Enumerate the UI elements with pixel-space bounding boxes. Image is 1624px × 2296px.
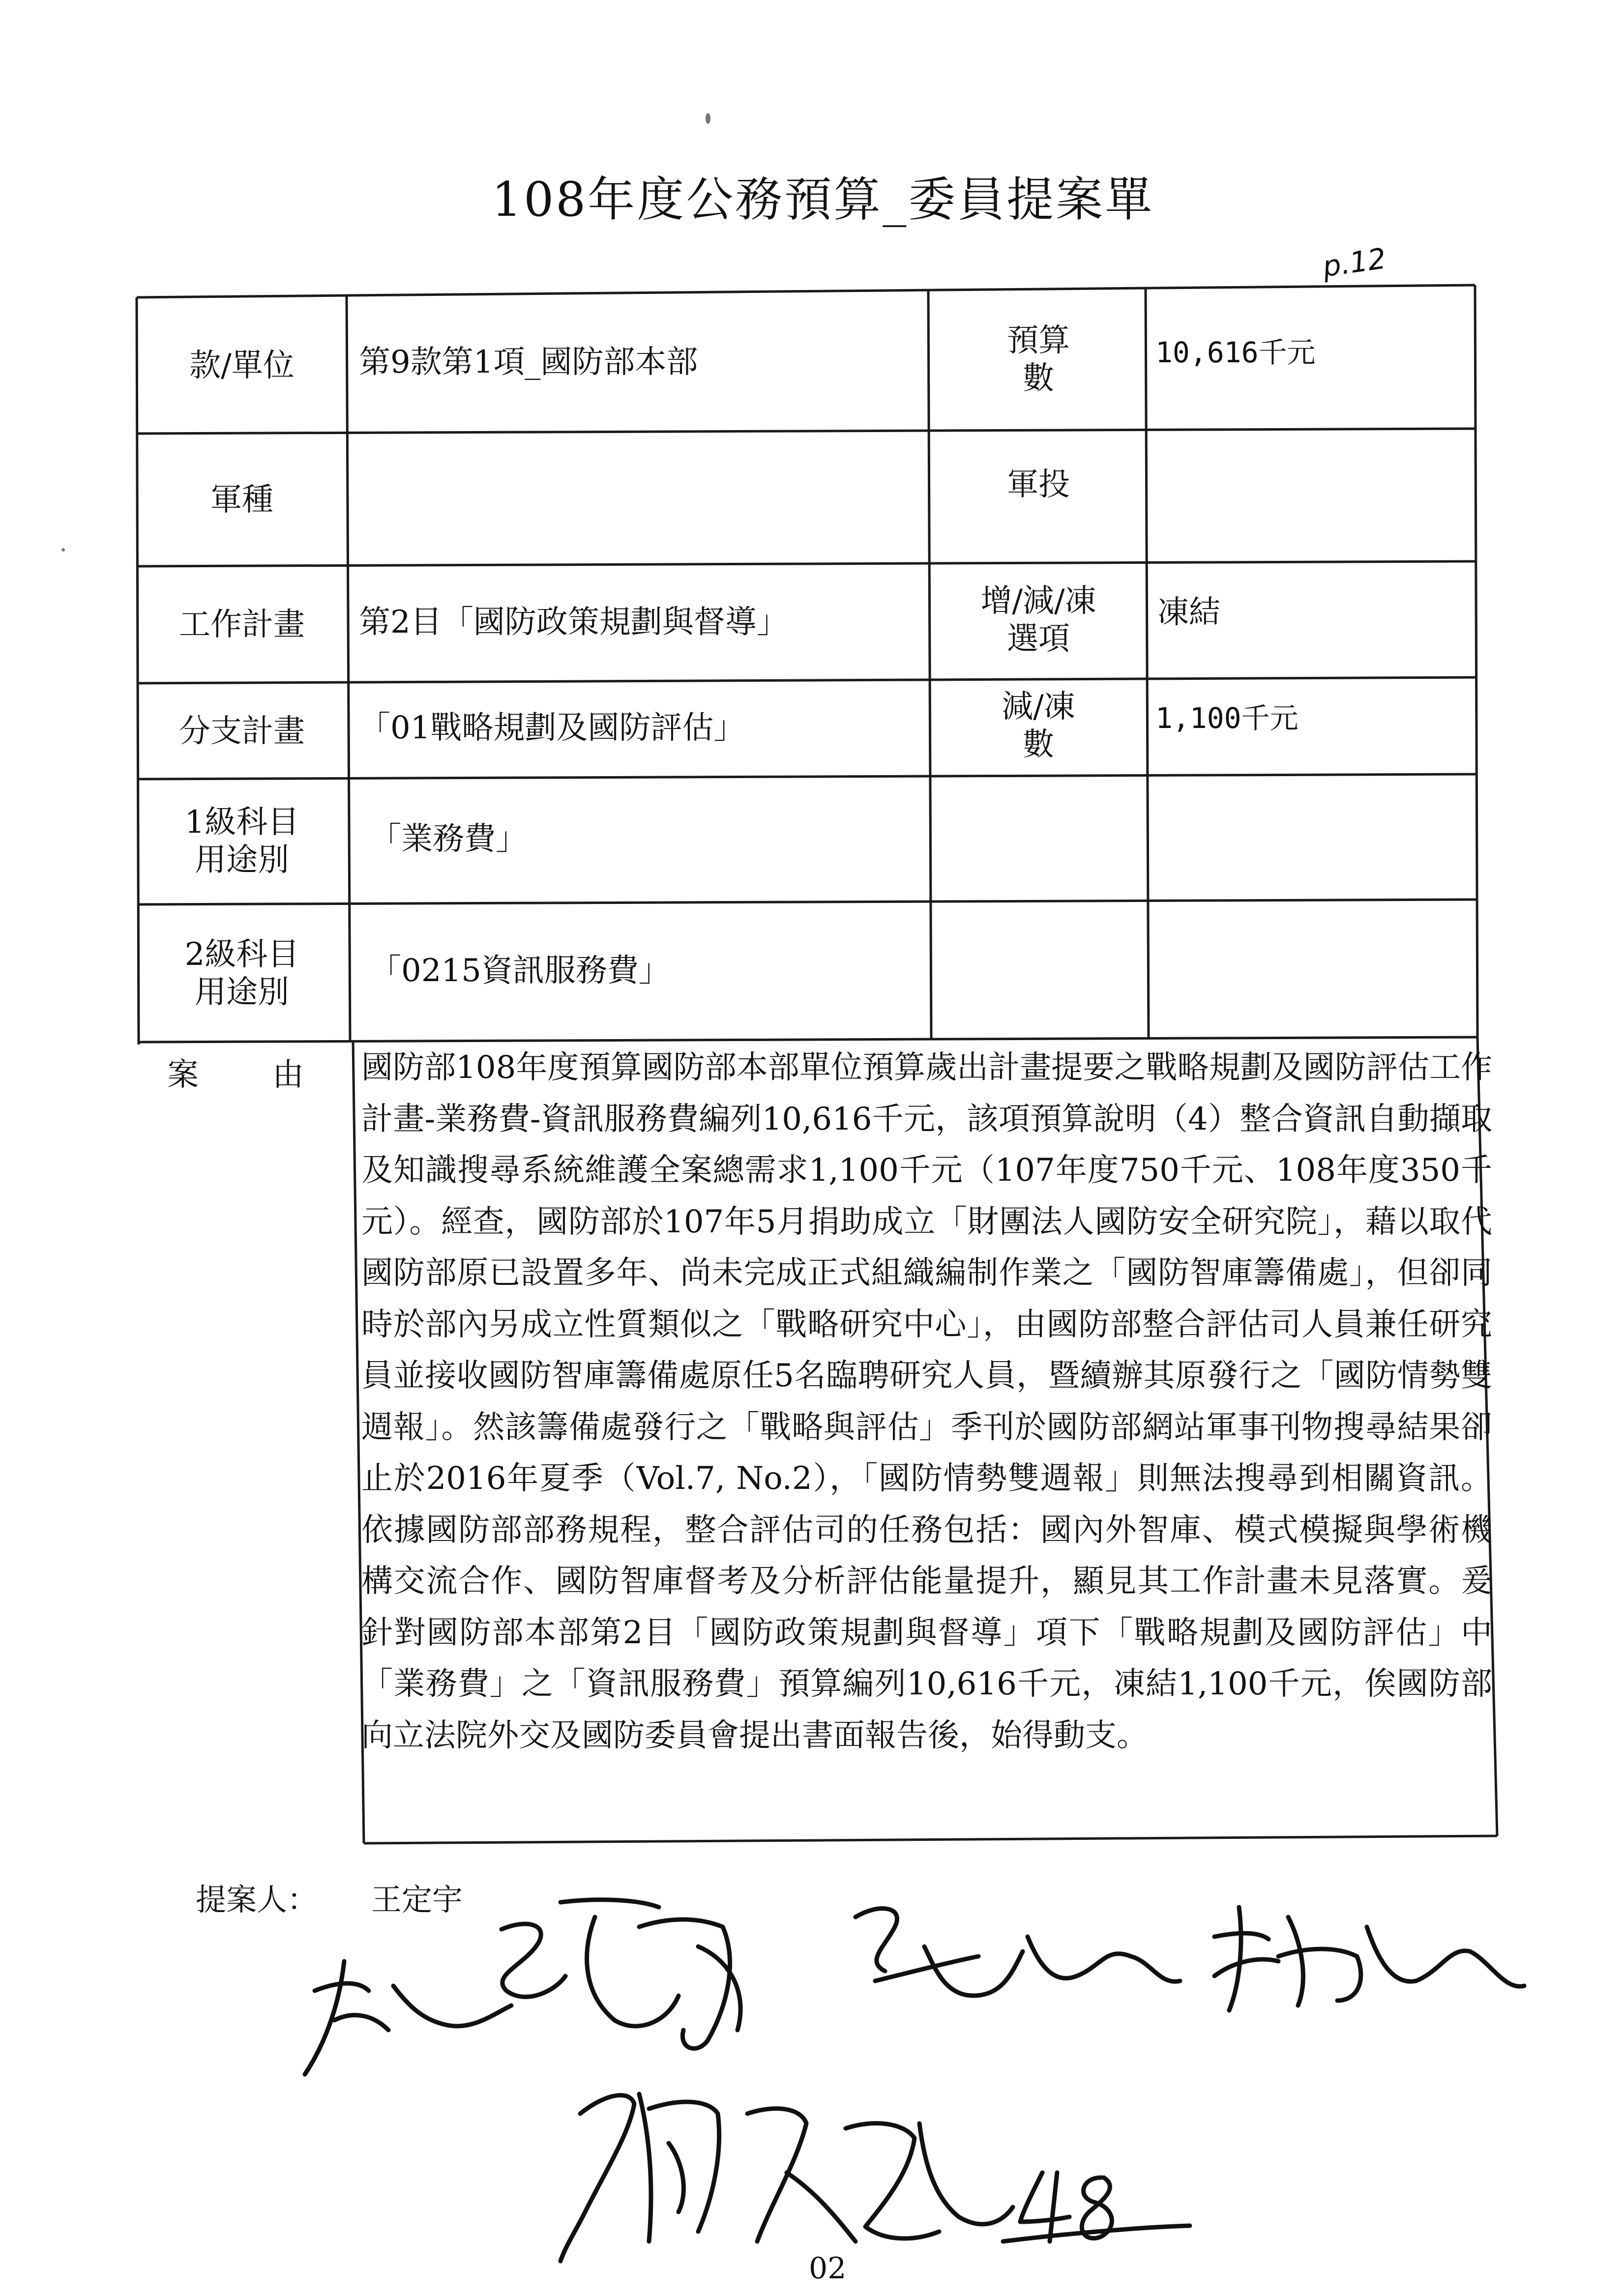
budget-label <box>931 291 1146 429</box>
level1-label <box>139 781 345 902</box>
reduce-label <box>931 679 1146 773</box>
reduce-value: 1,100千元 <box>1155 701 1299 735</box>
level2-label-line1: 2級科目 <box>184 936 299 973</box>
level1-label-line2: 用途別 <box>195 842 289 878</box>
reduce-label-line2: 數 <box>1023 727 1054 763</box>
scan-speck <box>61 548 65 552</box>
option-value: 凍結 <box>1157 594 1220 631</box>
level2-label-line2: 用途別 <box>195 974 289 1011</box>
level2-label <box>139 906 345 1041</box>
level2-value: 「0215資訊服務費」 <box>370 953 670 989</box>
unit-label: 款/單位 <box>189 347 295 384</box>
service-label: 軍種 <box>210 481 273 518</box>
handwritten-signatures <box>0 1848 1624 2291</box>
level1-label-line1: 1級科目 <box>184 804 299 841</box>
option-label-line2: 選項 <box>1007 621 1070 657</box>
budget-value: 10,616千元 <box>1155 335 1316 369</box>
service-value <box>350 433 925 561</box>
proposer-name: 王定宇 <box>371 1882 463 1918</box>
option-label <box>931 563 1146 677</box>
budget-label-line2: 數 <box>1023 360 1054 397</box>
branch-plan-value: 「01戰略規劃及國防評估」 <box>359 709 745 746</box>
budget-label-line1: 預算 <box>1007 322 1070 359</box>
military-invest-value <box>1149 431 1473 559</box>
work-plan-value: 第2目「國防政策規劃與督導」 <box>359 604 788 640</box>
reason-text: 國防部108年度預算國防部本部單位預算歲出計畫提要之戰略規劃及國防評估工作計畫-業務費-資訊服務費編列10,616千元，該項預算說明（4）整合資訊自動擷取及知識搜尋系統維護全案總需求1,100千元（107年度750千元、108年度350千元）。經查，國防部於107年5月捐助成立「財團法人國防安全研究院」，藉以取代國防部原已設置多年、尚未完成正式組織編制作業之「國防智庫籌備處」，但卻同時於部內另成立性質類似之「戰略研究中心」，由國防部整合評估司人員兼任研究員並接收國防智庫籌備處原任5名臨聘研究人員，暨續辦其原發行之「國防情勢雙週報」。然該籌備處發行之「戰略與評估」季刊於國防部網站軍事刊物搜尋結果卻止於2016年夏季（Vol.7, No.2），「國防情勢雙週報」則無法搜尋到相關資訊。依據國防部部務規程，整合評估司的任務包括：國內外智庫、模式模擬與學術機構交流合作、國防智庫督考及分析評估能量提升，顯見其工作計畫未見落實。爰針對國防部本部第2目「國防政策規劃與督導」項下「戰略規劃及國防評估」中「業務費」之「資訊服務費」預算編列10,616千元，凍結1,100千元，俟國防部向立法院外交及國防委員會提出書面報告後，始得動支。 <box>361 1049 1492 1754</box>
branch-plan-label: 分支計畫 <box>179 713 305 750</box>
reduce-label-line1: 減/凍 <box>1002 689 1075 726</box>
level1-value: 「業務費」 <box>370 820 527 857</box>
scan-speck <box>706 113 710 124</box>
page-reference: p.12 <box>1320 241 1388 284</box>
reason-label: 案由 <box>167 1057 378 1093</box>
unit-value: 第9款第1項_國防部本部 <box>359 344 698 381</box>
page-number: 02 <box>809 2251 847 2286</box>
proposer-label: 提案人： <box>196 1882 318 1918</box>
military-invest-label: 軍投 <box>1007 466 1070 503</box>
option-label-line1: 增/減/凍 <box>980 583 1096 620</box>
work-plan-label: 工作計畫 <box>179 606 305 643</box>
document-title: 108年度公務預算_委員提案單 <box>492 172 1154 227</box>
